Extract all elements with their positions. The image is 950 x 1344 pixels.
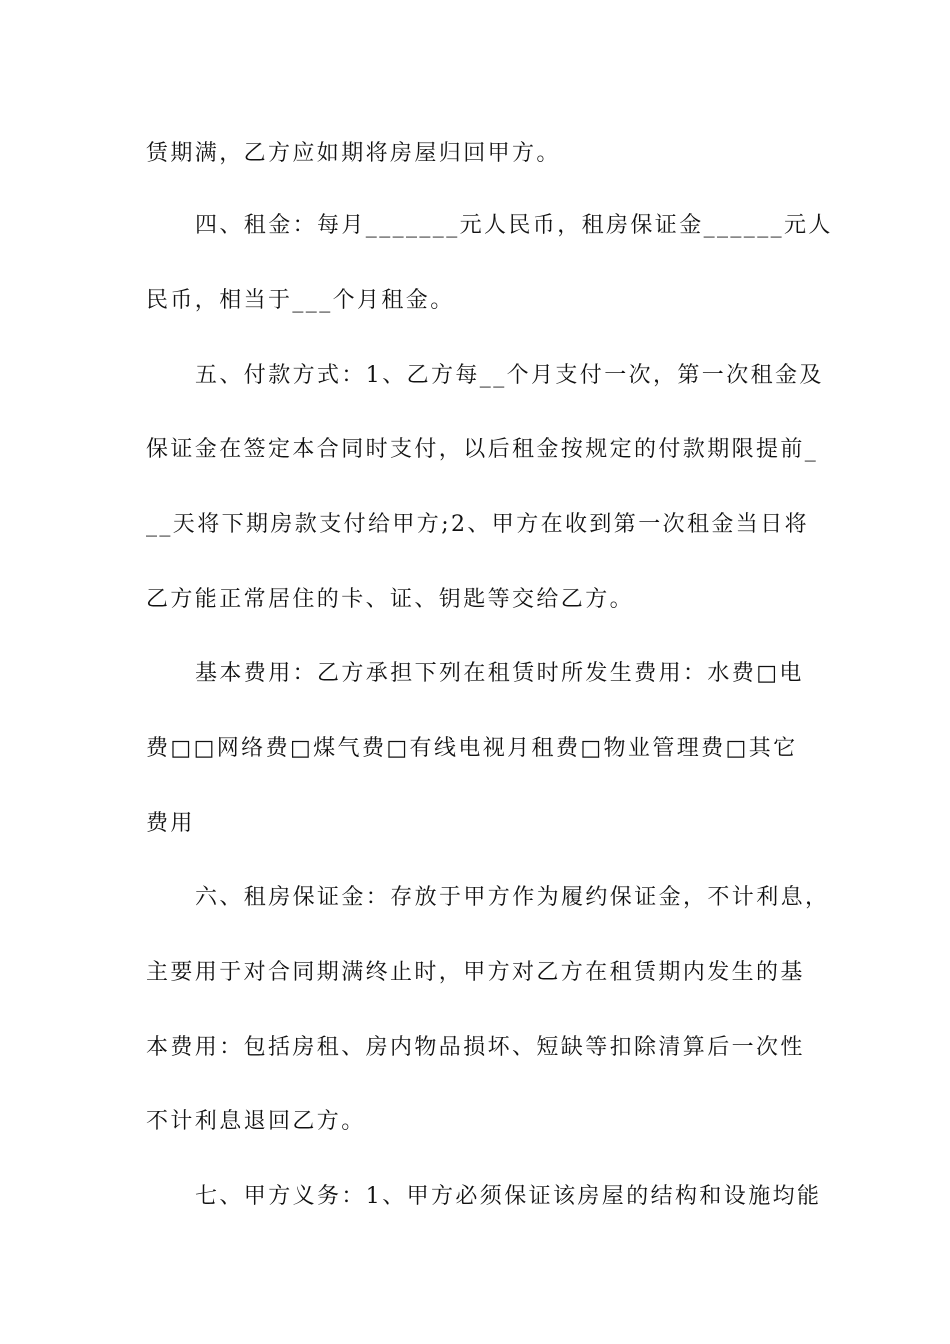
text-line: 六、租房保证金：存放于甲方作为履约保证金，不计利息，	[195, 885, 830, 910]
text-line: __天将下期房款支付给甲方;2、甲方在收到第一次租金当日将	[146, 512, 810, 537]
text-line: 费用	[146, 811, 195, 836]
text-line: 不计利息退回乙方。	[146, 1109, 366, 1134]
text-line: 主要用于对合同期满终止时，甲方对乙方在租赁期内发生的基	[146, 960, 805, 985]
text-line: 保证金在签定本合同时支付，以后租金按规定的付款期限提前_	[146, 437, 819, 462]
text-line: 赁期满，乙方应如期将房屋归回甲方。	[146, 141, 561, 166]
text-line: 费□□网络费□煤气费□有线电视月租费□物业管理费□其它	[146, 736, 798, 761]
text-line: 民币，相当于___个月租金。	[146, 288, 455, 313]
text-line: 四、租金：每月_______元人民币，租房保证金______元人	[195, 213, 833, 238]
text-line: 基本费用：乙方承担下列在租赁时所发生费用：水费□电	[195, 661, 804, 686]
text-line: 本费用：包括房租、房内物品损坏、短缺等扣除清算后一次性	[146, 1035, 805, 1060]
text-line: 乙方能正常居住的卡、证、钥匙等交给乙方。	[146, 587, 635, 612]
text-line: 五、付款方式：1、乙方每__个月支付一次，第一次租金及	[195, 363, 824, 388]
text-line: 七、甲方义务：1、甲方必须保证该房屋的结构和设施均能	[195, 1184, 822, 1209]
